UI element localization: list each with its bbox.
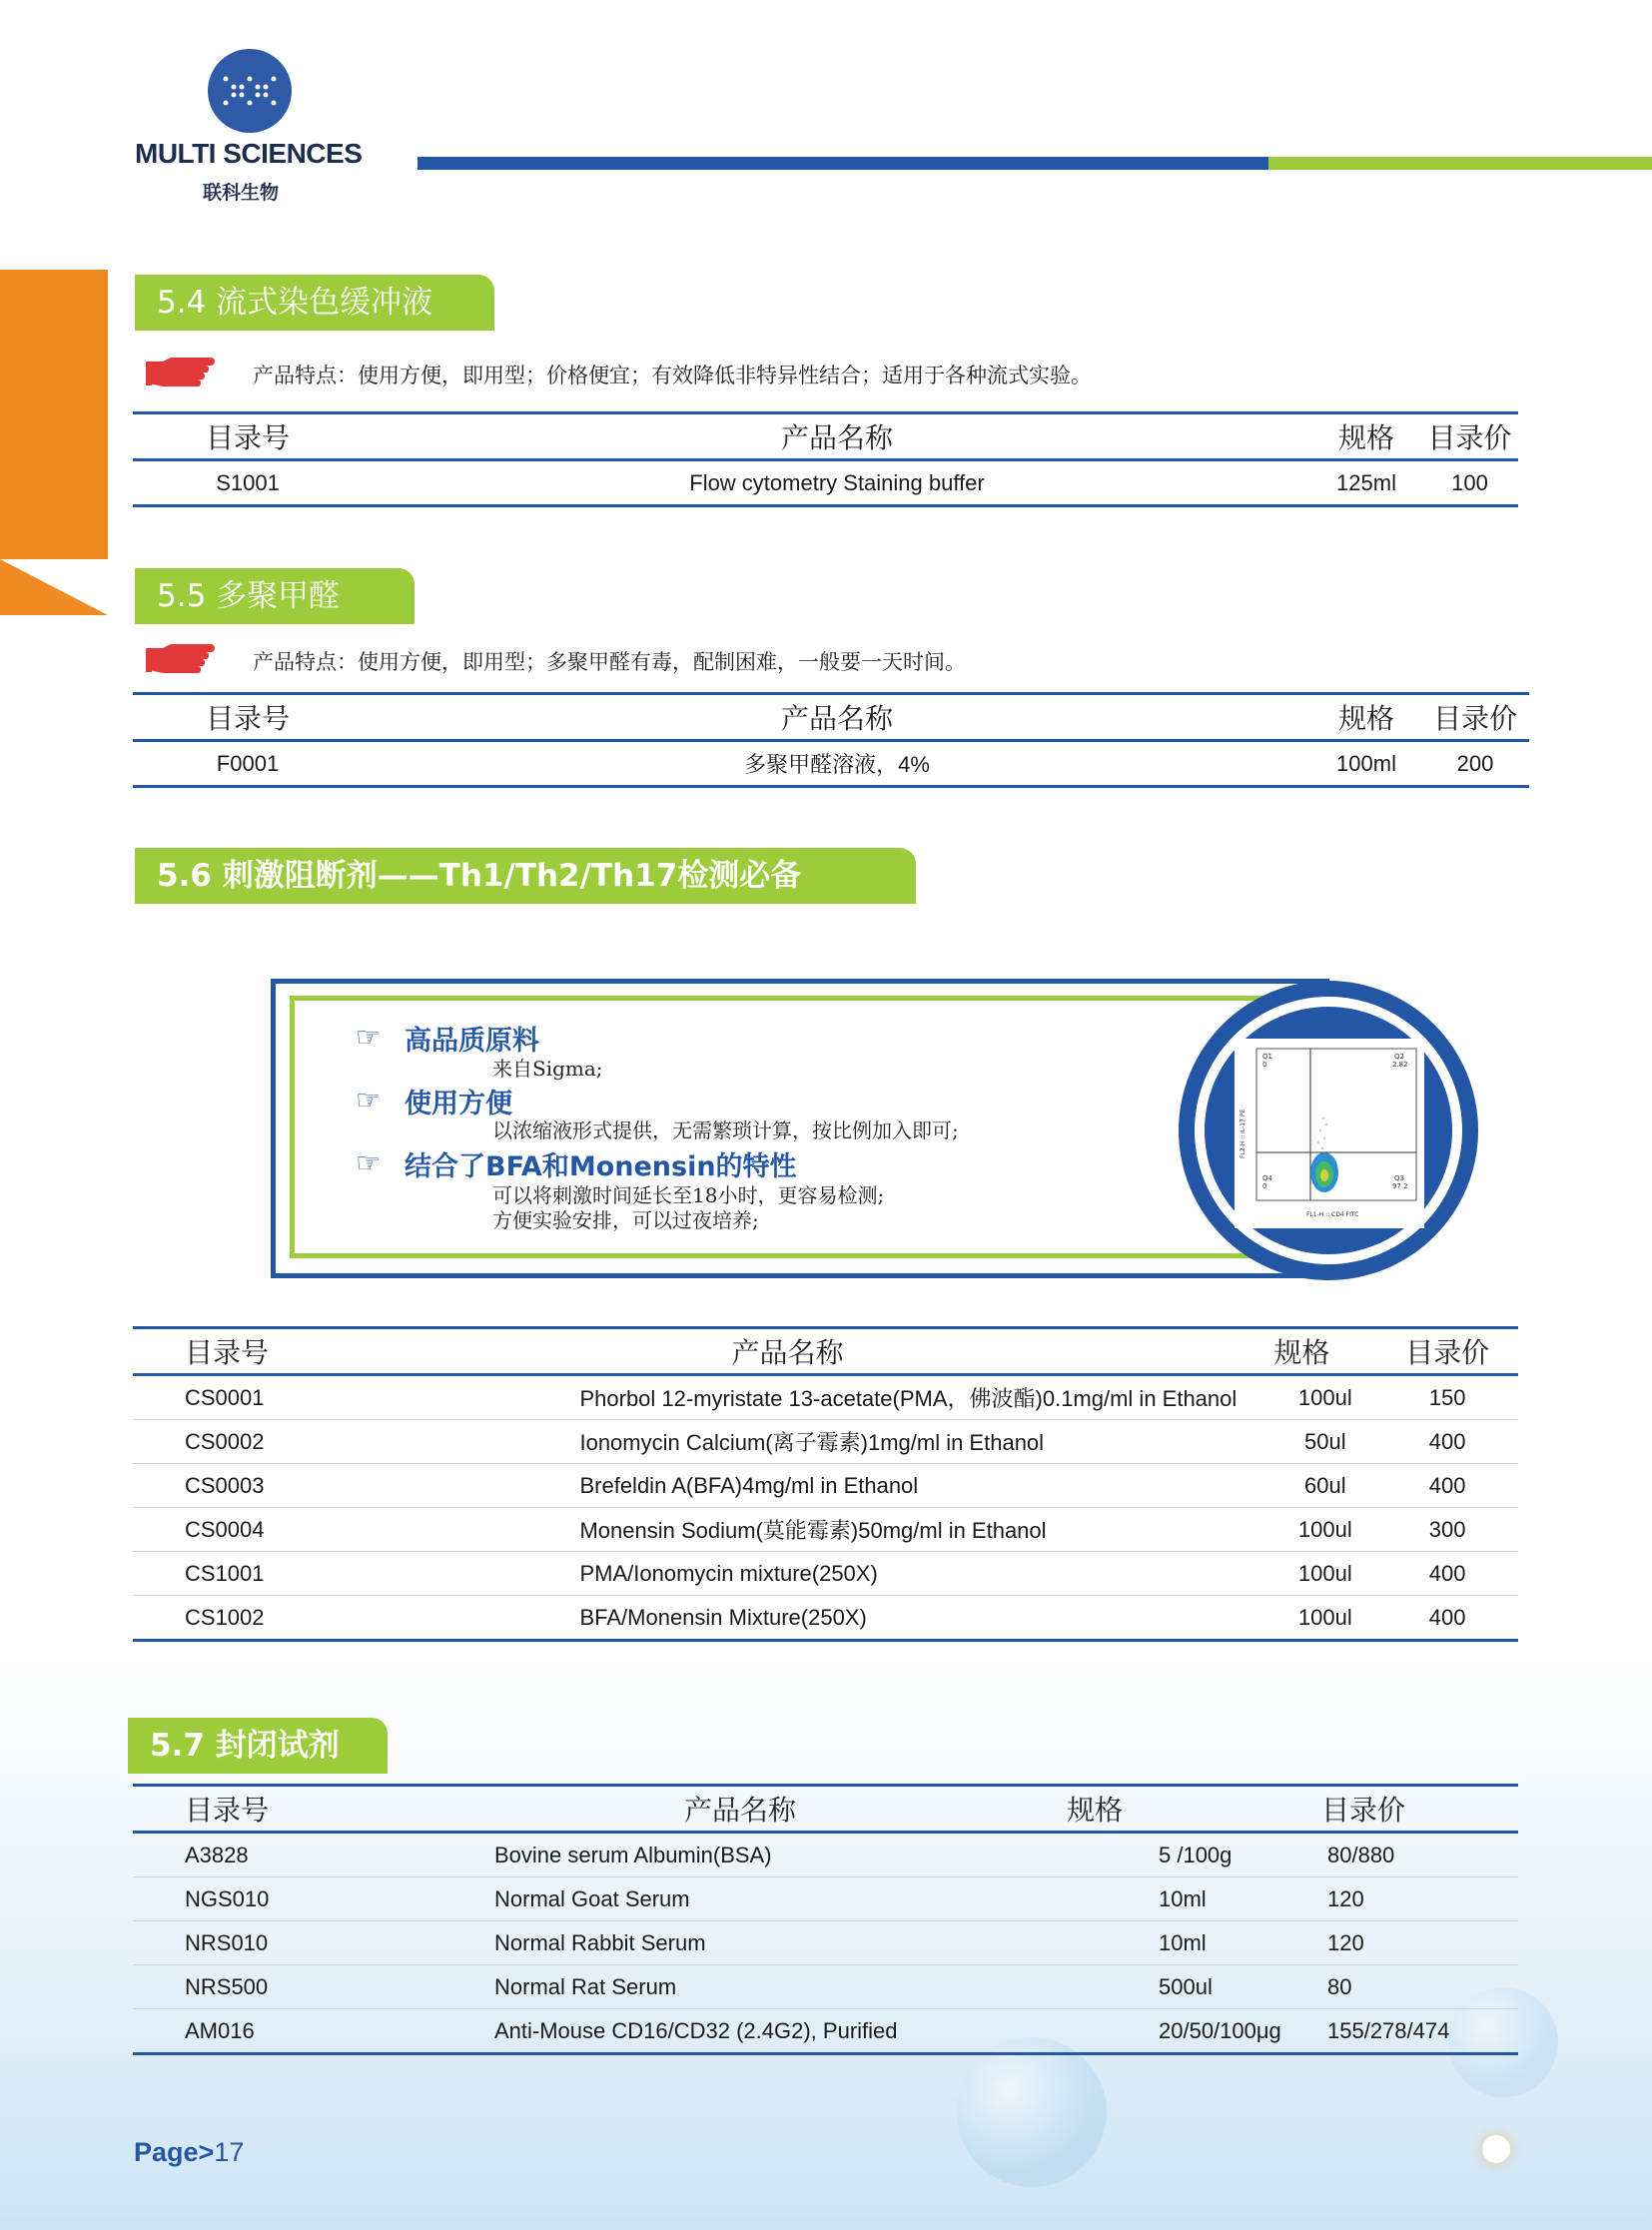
section-title-5-4: 5.4 流式染色缓冲液 xyxy=(135,275,494,331)
product-name: Phorbol 12-myristate 13-acetate(PMA，佛波酯)0.1mg/ml in Ethanol xyxy=(350,1375,1273,1420)
product-size: 100ul xyxy=(1273,1596,1376,1641)
product-size: 10ml xyxy=(1027,1921,1321,1965)
bullet-detail: 来自Sigma; xyxy=(492,1057,603,1081)
product-name: Flow cytometry Staining buffer xyxy=(363,460,1311,506)
product-name: Normal Goat Serum xyxy=(363,1877,1027,1921)
table-row xyxy=(133,1921,1518,1965)
product-size: 500ul xyxy=(1027,1965,1321,2009)
product-price: 200 xyxy=(1421,741,1529,787)
column-header: 目录号 xyxy=(133,1787,363,1833)
feature-text-5-5: 产品特点：使用方便，即用型；多聚甲醛有毒，配制困难，一般要一天时间。 xyxy=(253,650,966,674)
table-row xyxy=(133,1552,1518,1596)
catalog-number: S1001 xyxy=(133,460,363,506)
bullet-heading: 结合了BFA和Monensin的特性 xyxy=(405,1151,797,1182)
column-header: 规格 xyxy=(1311,695,1421,741)
pointing-hand-icon xyxy=(145,640,225,680)
product-size: 100ul xyxy=(1273,1375,1376,1420)
column-header: 产品名称 xyxy=(350,1329,1273,1375)
column-header: 产品名称 xyxy=(363,695,1311,741)
column-header: 目录号 xyxy=(133,695,363,741)
page-indicator xyxy=(134,2137,244,2168)
quadrant-label: Q2 xyxy=(1394,1053,1404,1061)
bullet-heading: 使用方便 xyxy=(405,1089,512,1119)
bullet-detail: 以浓缩液形式提供，无需繁琐计算，按比例加入即可; xyxy=(492,1118,959,1142)
hand-bullet-icon: ☞ xyxy=(356,1021,382,1054)
table-header-row xyxy=(133,1329,1518,1375)
column-header: 规格 xyxy=(1311,414,1421,460)
product-name: Normal Rat Serum xyxy=(363,1965,1027,2009)
section-title-5-5: 5.5 多聚甲醛 xyxy=(135,568,414,624)
header-rule-blue xyxy=(417,157,1268,170)
quadrant-value: 97.2 xyxy=(1392,1182,1408,1190)
quadrant-value: 0 xyxy=(1262,1061,1267,1069)
quadrant-label: Q1 xyxy=(1262,1053,1272,1061)
catalog-number: NRS500 xyxy=(133,1965,363,2009)
column-header: 目录号 xyxy=(133,414,363,460)
catalog-number: CS0003 xyxy=(133,1464,350,1508)
product-price: 155/278/474 xyxy=(1321,2009,1518,2054)
logo-icon xyxy=(208,49,292,133)
table-row xyxy=(133,1965,1518,2009)
catalog-number: CS1002 xyxy=(133,1596,350,1641)
section-title-5-7: 5.7 封闭试剂 xyxy=(128,1718,388,1774)
product-price: 400 xyxy=(1376,1552,1518,1596)
table-header-row xyxy=(133,414,1518,460)
section-title-5-6: 5.6 刺激阻断剂——Th1/Th2/Th17检测必备 xyxy=(135,848,916,904)
product-price: 150 xyxy=(1376,1375,1518,1420)
quadrant-value: 0 xyxy=(1262,1182,1267,1190)
catalog-table-5-7 xyxy=(133,1787,1518,2055)
product-size: 60ul xyxy=(1273,1464,1376,1508)
catalog-number: CS0004 xyxy=(133,1508,350,1552)
hand-bullet-icon: ☞ xyxy=(356,1146,382,1179)
column-header: 产品名称 xyxy=(363,414,1311,460)
background-dot xyxy=(1482,2135,1510,2163)
brand-name-en: MULTI SCIENCES xyxy=(135,138,363,169)
bullet-detail: 可以将刺激时间延长至18小时，更容易检测; xyxy=(492,1183,885,1207)
x-axis-label: FL1-H :: CD4 FITC xyxy=(1306,1211,1359,1218)
pointing-hand-icon xyxy=(145,354,225,393)
page-number: 17 xyxy=(214,2137,245,2167)
brand-name-cn: 联科生物 xyxy=(203,182,280,204)
table-header-row xyxy=(133,695,1529,741)
product-price: 400 xyxy=(1376,1420,1518,1464)
table-row xyxy=(133,2009,1518,2054)
product-size: 5 /100g xyxy=(1027,1833,1321,1877)
product-price: 80 xyxy=(1321,1965,1518,2009)
catalog-number: CS0002 xyxy=(133,1420,350,1464)
page-label: Page> xyxy=(134,2137,215,2167)
product-name: 多聚甲醛溶液，4% xyxy=(363,741,1311,787)
product-name: PMA/Ionomycin mixture(250X) xyxy=(350,1552,1273,1596)
table-row xyxy=(133,1833,1518,1877)
table-row xyxy=(133,1596,1518,1641)
catalog-number: F0001 xyxy=(133,741,363,787)
column-header: 规格 xyxy=(1027,1787,1321,1833)
quadrant-label: Q3 xyxy=(1394,1174,1404,1182)
table-header-row xyxy=(133,1787,1518,1833)
catalog-table-5-4 xyxy=(133,414,1518,507)
product-size: 20/50/100μg xyxy=(1027,2009,1321,2054)
product-size: 100ml xyxy=(1311,741,1421,787)
product-size: 10ml xyxy=(1027,1877,1321,1921)
product-name: Brefeldin A(BFA)4mg/ml in Ethanol xyxy=(350,1464,1273,1508)
column-header: 目录价 xyxy=(1376,1329,1518,1375)
product-name: Ionomycin Calcium(离子霉素)1mg/ml in Ethanol xyxy=(350,1420,1273,1464)
product-price: 400 xyxy=(1376,1596,1518,1641)
product-price: 120 xyxy=(1321,1921,1518,1965)
y-axis-label: FL2-H :: IL-17 PE xyxy=(1239,1109,1246,1158)
column-header: 目录价 xyxy=(1421,414,1518,460)
product-name: BFA/Monensin Mixture(250X) xyxy=(350,1596,1273,1641)
catalog-number: CS0001 xyxy=(133,1375,350,1420)
product-price: 80/880 xyxy=(1321,1833,1518,1877)
product-price: 400 xyxy=(1376,1464,1518,1508)
bullet-heading: 高品质原料 xyxy=(405,1026,539,1057)
flow-cytometry-plot xyxy=(1235,1039,1424,1228)
product-name: Monensin Sodium(莫能霉素)50mg/ml in Ethanol xyxy=(350,1508,1273,1552)
column-header: 产品名称 xyxy=(363,1787,1027,1833)
background-bubble xyxy=(957,2037,1107,2187)
side-tab-notch xyxy=(0,559,108,615)
product-price: 300 xyxy=(1376,1508,1518,1552)
table-row xyxy=(133,1464,1518,1508)
catalog-number: CS1001 xyxy=(133,1552,350,1596)
product-price: 100 xyxy=(1421,460,1518,506)
catalog-number: NGS010 xyxy=(133,1877,363,1921)
hand-bullet-icon: ☞ xyxy=(356,1084,382,1116)
quadrant-value: 2.82 xyxy=(1392,1061,1408,1069)
product-size: 50ul xyxy=(1273,1420,1376,1464)
catalog-number: AM016 xyxy=(133,2009,363,2054)
table-row xyxy=(133,460,1518,506)
catalog-table-5-6 xyxy=(133,1329,1518,1642)
product-price: 120 xyxy=(1321,1877,1518,1921)
catalog-number: NRS010 xyxy=(133,1921,363,1965)
product-size: 100ul xyxy=(1273,1552,1376,1596)
feature-text-5-4: 产品特点：使用方便，即用型；价格便宜；有效降低非特异性结合；适用于各种流式实验。 xyxy=(253,364,1092,387)
column-header: 目录号 xyxy=(133,1329,350,1375)
catalog-table-5-5 xyxy=(133,695,1529,788)
header-rule-green xyxy=(1268,157,1652,170)
column-header: 目录价 xyxy=(1321,1787,1518,1833)
column-header: 规格 xyxy=(1273,1329,1376,1375)
bullet-detail: 方便实验安排，可以过夜培养; xyxy=(492,1208,759,1232)
table-row xyxy=(133,1877,1518,1921)
product-size: 100ul xyxy=(1273,1508,1376,1552)
column-header: 目录价 xyxy=(1421,695,1529,741)
quadrant-label: Q4 xyxy=(1262,1174,1272,1182)
product-size: 125ml xyxy=(1311,460,1421,506)
table-row xyxy=(133,1508,1518,1552)
table-row xyxy=(133,1420,1518,1464)
product-name: Anti-Mouse CD16/CD32 (2.4G2), Purified xyxy=(363,2009,1027,2054)
catalog-number: A3828 xyxy=(133,1833,363,1877)
product-name: Normal Rabbit Serum xyxy=(363,1921,1027,1965)
table-row xyxy=(133,1375,1518,1420)
product-name: Bovine serum Albumin(BSA) xyxy=(363,1833,1027,1877)
table-row xyxy=(133,741,1529,787)
